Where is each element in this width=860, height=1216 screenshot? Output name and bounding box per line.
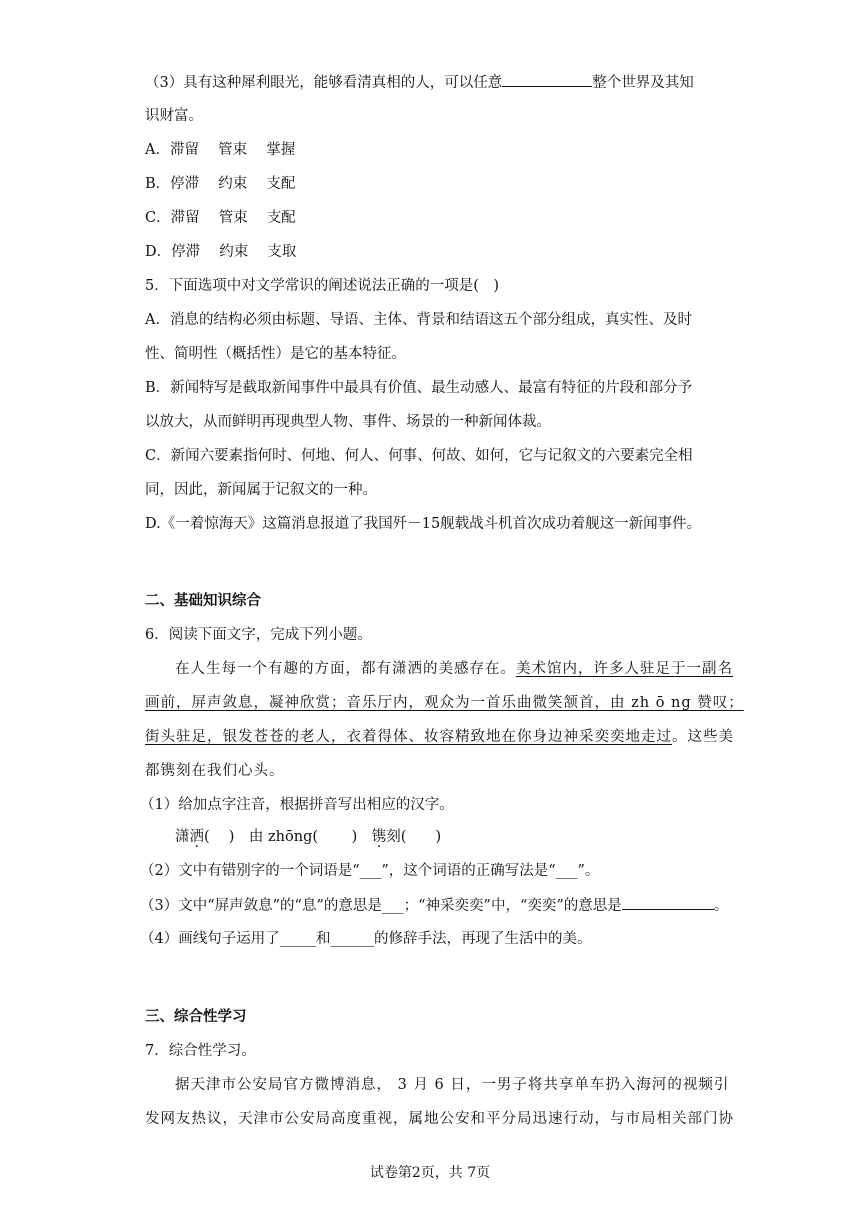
passage-line1: 在人生每一个有趣的方面，都有潇洒的美感存在。美术馆内，许多人驻足于一副名 [175,661,733,677]
q4-3-line2: 识财富。 [145,108,203,124]
q5-option-c-line2: 同，因此，新闻属于记叙文的一种。 [145,482,377,498]
q5-option-a-line2: 性、简明性（概括性）是它的基本特征。 [145,346,406,362]
q6-sub4: （4）画线句子运用了_____和______的修辞手法，再现了生活中的美。 [140,931,592,947]
q6-sub1-items: 潇洒( ) 由 zhōng( ) 镌刻( ) [175,829,442,845]
q4-3-option-d: D．停滞 约束 支取 [145,244,297,260]
q7-passage-line1: 据天津市公安局官方微博消息， 3 月 6 日，一男子将共享单车扔入海河的视频引 [175,1077,730,1093]
q5-option-c-line1: C．新闻六要素指何时、何地、何人、何事、何故、如何，它与记叙文的六要素完全相 [145,448,693,464]
section-2-title: 二、基础知识综合 [145,592,261,609]
answer-blank [622,895,714,910]
dotted-char: 洒 [189,829,204,845]
section-3-title: 三、综合性学习 [145,1008,247,1025]
q5-stem: 5．下面选项中对文学常识的阐述说法正确的一项是( ) [145,278,500,294]
answer-blank [502,72,592,87]
q5-option-b-line1: B．新闻特写是截取新闻事件中最具有价值、最生动感人、最富有特征的片段和部分予 [145,380,693,396]
q6-sub1: （1）给加点字注音，根据拼音写出相应的汉字。 [140,797,454,813]
q7-passage-line2: 发网友热议，天津市公安局高度重视，属地公安和平分局迅速行动，与市局相关部门协 [145,1111,734,1127]
q7-stem: 7．综合性学习。 [145,1043,256,1059]
q4-3-option-b: B．停滞 约束 支配 [145,176,296,192]
q5-option-b-line2: 以放大，从而鲜明再现典型人物、事件、场景的一种新闻体裁。 [145,414,551,430]
q6-sub3: （3）文中“屏声敛息”的“息”的意思是___；“神采奕奕”中，“奕奕”的意思是 。 [140,895,728,916]
q4-3-line1: （3）具有这种犀利眼光，能够看清真相的人，可以任意 整个世界及其知 [145,72,694,93]
passage-line3: 街头驻足，银发苍苍的老人，衣着得体、妆容精致地在你身边神采奕奕地走过。这些美 [145,729,734,745]
page-footer: 试卷第2页，共 7页 [369,1165,491,1181]
dotted-char: 镌 [371,829,387,845]
passage-line2: 画前，屏声敛息，凝神欣赏；音乐厅内，观众为一首乐曲微笑颔首，由 zh ō ng 赞叹； [145,695,744,711]
q6-sub2: （2）文中有错别字的一个词语是“___”，这个词语的正确写法是“___”。 [140,863,600,879]
q5-option-a-line1: A．消息的结构必须由标题、导语、主体、背景和结语这五个部分组成，真实性、及时 [145,312,692,328]
q6-stem: 6．阅读下面文字，完成下列小题。 [145,627,372,643]
q4-3-option-a: A．滞留 管束 掌握 [145,142,296,158]
passage-line4: 都镌刻在我们心头。 [145,763,285,779]
q5-option-d-line1: D.《一着惊海天》这篇消息报道了我国歼－15舰载战斗机首次成功着舰这一新闻事件。 [145,516,702,532]
q4-3-option-c: C．滞留 管束 支配 [145,210,296,226]
